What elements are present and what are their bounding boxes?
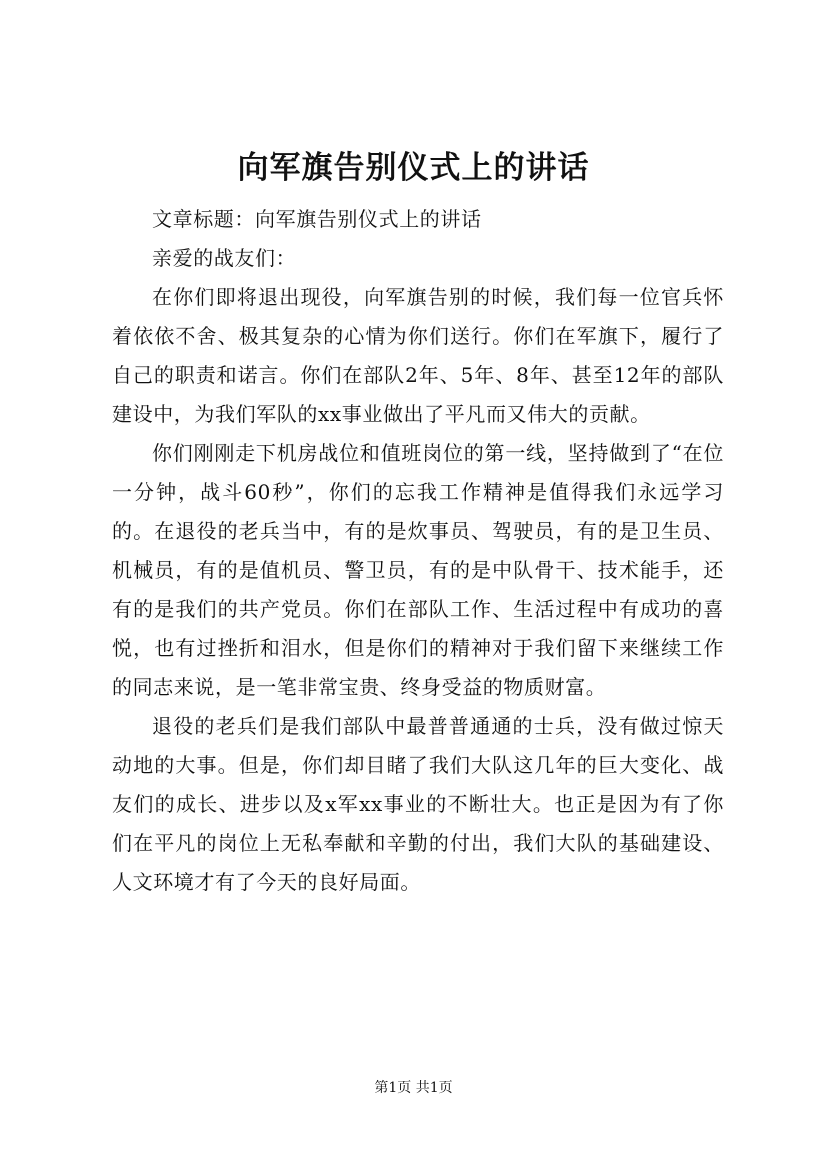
body-paragraph-1: 在你们即将退出现役，向军旗告别的时候，我们每一位官兵怀着依依不舍、极其复杂的心情为你们送行。你们在军旗下，履行了自己的职责和诺言。你们在部队2年、5年、8年、甚至12年的部队建设中，为我们军队的xx事业做出了平凡而又伟大的贡献。 bbox=[112, 285, 724, 426]
body-paragraph-3: 退役的老兵们是我们部队中最普普通通的士兵，没有做过惊天动地的大事。但是，你们却目睹了我们大队这几年的巨大变化、战友们的成长、进步以及x军xx事业的不断壮大。也正是因为有了你们在平凡的岗位上无私奉献和辛勤的付出，我们大队的基础建设、人文环境才有了今天的良好局面。 bbox=[112, 714, 724, 894]
page-footer: 第1页 共1页 bbox=[374, 1080, 453, 1096]
body-paragraph-2: 你们刚刚走下机房战位和值班岗位的第一线，坚持做到了“在位一分钟，战斗60秒”，你们的忘我工作精神是值得我们永远学习的。在退役的老兵当中，有的是炊事员、驾驶员，有的是卫生员、机械员，有的是值机员、警卫员，有的是中队骨干、技术能手，还有的是我们的共产党员。你们在部队工作、生活过程中有成功的喜悦，也有过挫折和泪水，但是你们的精神对于我们留下来继续工作的同志来说，是一笔非常宝贵、终身受益的物质财富。 bbox=[112, 441, 724, 699]
salutation: 亲爱的战友们： bbox=[152, 246, 297, 270]
article-title-line: 文章标题：向军旗告别仪式上的讲话 bbox=[152, 207, 482, 231]
document-body bbox=[112, 200, 724, 902]
document-title: 向军旗告别仪式上的讲话 bbox=[237, 150, 590, 186]
